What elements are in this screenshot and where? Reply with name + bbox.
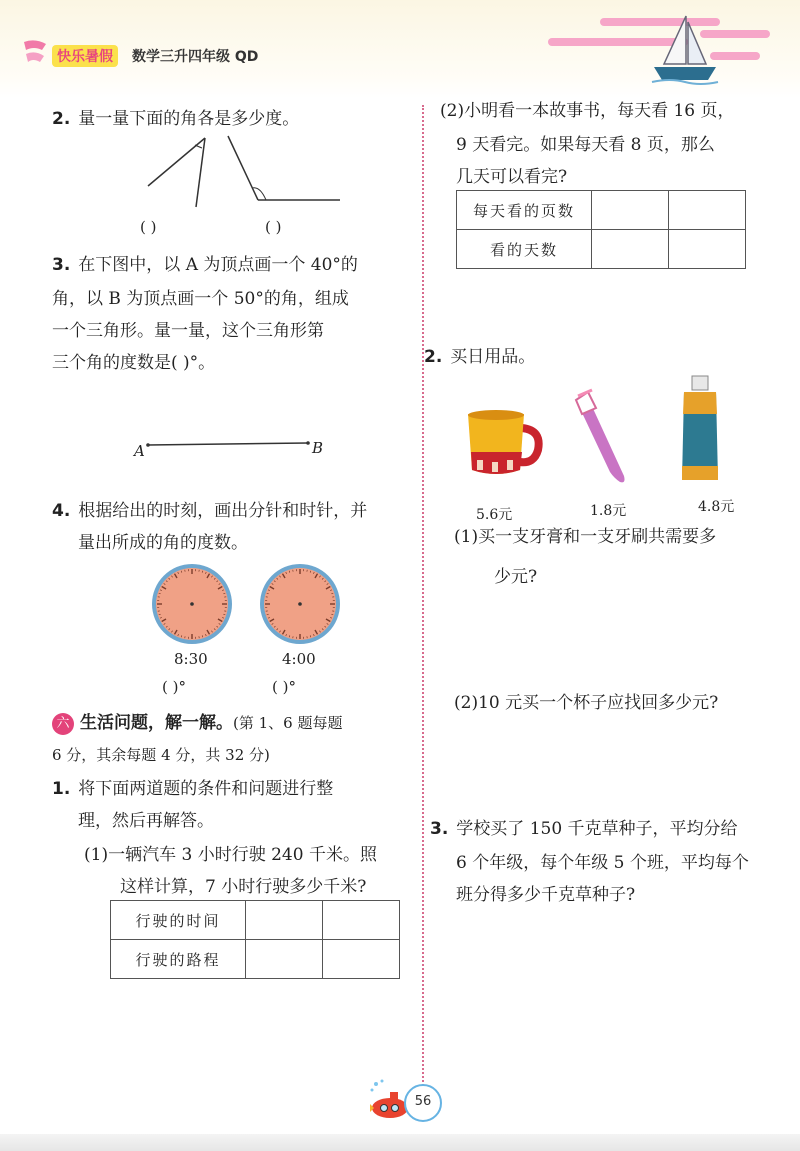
angle-figures [140, 132, 350, 212]
pink-ribbon-icon [20, 36, 50, 66]
clock-time-2: 4:00 [282, 650, 316, 668]
question-2-blank-2[interactable]: ( ) [265, 218, 282, 236]
question-3-line-1: 3. 在下图中，以 A 为顶点画一个 40°的 [52, 255, 358, 275]
page-header [0, 0, 800, 98]
cup-icon [462, 408, 544, 480]
table-row [457, 230, 746, 269]
question-4-line-2: 量出所成的角的度数。 [78, 533, 248, 553]
table-cell-blank[interactable] [669, 191, 746, 230]
question-number: 2. [52, 109, 71, 129]
toothbrush-icon [566, 388, 636, 488]
table-cell-blank[interactable] [592, 230, 669, 269]
clock-angle-blank-2[interactable]: ( )° [272, 678, 296, 696]
question-3-line-4[interactable]: 三个角的度数是( )°。 [52, 353, 216, 373]
clock-angle-blank-1[interactable]: ( )° [162, 678, 186, 696]
question-2-sub-1-line-1: (1)买一支牙膏和一支牙刷共需要多 [454, 527, 717, 547]
table-row [111, 940, 400, 979]
question-number: 3. [430, 819, 449, 839]
section-title: 生活问题，解一解。 [80, 713, 233, 733]
question-3-right-line-3: 班分得多少千克草种子? [456, 885, 636, 905]
price-toothpaste: 4.8元 [698, 499, 735, 515]
question-2-text: 2. 量一量下面的角各是多少度。 [52, 109, 300, 129]
question-1-sub-2-line-1: (2)小明看一本故事书，每天看 16 页， [440, 101, 735, 121]
clock-time-1: 8:30 [174, 650, 208, 668]
question-2-sub-2: (2)10 元买一个杯子应找回多少元? [454, 693, 719, 713]
driving-table [110, 900, 400, 979]
section-score-note-2: 6 分，其余每题 4 分，共 32 分) [52, 746, 270, 764]
table-cell-blank[interactable] [323, 901, 400, 940]
table-cell-header: 行驶的路程 [111, 940, 246, 979]
table-row [457, 191, 746, 230]
question-2-sub-1-line-2: 少元? [494, 567, 538, 587]
page-number: 56 [404, 1084, 442, 1122]
bottom-edge [0, 1134, 800, 1151]
book-subject: 数学三升四年级 QD [132, 49, 259, 65]
question-1-sub-2-line-3: 几天可以看完? [456, 167, 568, 187]
column-divider [422, 105, 424, 1105]
table-cell-blank[interactable] [592, 191, 669, 230]
table-cell-blank[interactable] [246, 901, 323, 940]
clock-face-1[interactable] [150, 562, 234, 646]
question-3-line-3: 一个三角形。量一量，这个三角形第 [52, 321, 324, 341]
question-number: 2. [424, 347, 443, 367]
segment-ab [146, 440, 312, 450]
section-score-note: (第 1、6 题每题 [233, 714, 343, 732]
table-row [111, 901, 400, 940]
price-toothbrush: 1.8元 [590, 503, 627, 519]
section-6-heading [52, 712, 342, 735]
question-1-sub-1-line-2: 这样计算，7 小时行驶多少千米? [120, 877, 367, 897]
question-3-line-2: 角，以 B 为顶点画一个 50°的角，组成 [52, 289, 349, 309]
question-3-right-line-2: 6 个年级，每个年级 5 个班，平均每个 [456, 853, 749, 873]
reading-table [456, 190, 746, 269]
table-cell-blank[interactable] [669, 230, 746, 269]
sailboat-icon [650, 12, 720, 87]
point-b-label: B [312, 439, 324, 457]
price-cup: 5.6元 [476, 507, 513, 523]
toothpaste-icon [676, 374, 724, 492]
question-1-line-2: 理，然后再解答。 [78, 811, 214, 831]
question-1-sub-2-line-2: 9 天看完。如果每天看 8 页，那么 [456, 135, 715, 155]
question-2-blank-1[interactable]: ( ) [140, 218, 157, 236]
question-number: 1. [52, 779, 71, 799]
question-3-right-line-1: 3. 学校买了 150 千克草种子，平均分给 [430, 819, 738, 839]
table-cell-blank[interactable] [323, 940, 400, 979]
table-cell-blank[interactable] [246, 940, 323, 979]
table-cell-header: 看的天数 [457, 230, 592, 269]
table-cell-header: 行驶的时间 [111, 901, 246, 940]
series-badge: 快乐暑假 [52, 45, 118, 67]
clock-face-2[interactable] [258, 562, 342, 646]
question-number: 3. [52, 255, 71, 275]
question-1-line-1: 1. 将下面两道题的条件和问题进行整 [52, 779, 334, 799]
question-number: 4. [52, 501, 71, 521]
question-2-right-title: 2. 买日用品。 [424, 347, 536, 367]
question-1-sub-1-line-1: (1)一辆汽车 3 小时行驶 240 千米。照 [84, 845, 377, 865]
angle-1 [148, 138, 205, 207]
section-number-icon: 六 [52, 713, 74, 735]
point-a-label: A [134, 442, 145, 460]
angle-2 [228, 136, 340, 200]
table-cell-header: 每天看的页数 [457, 191, 592, 230]
question-4-line-1: 4. 根据给出的时刻，画出分针和时针，并 [52, 501, 368, 521]
